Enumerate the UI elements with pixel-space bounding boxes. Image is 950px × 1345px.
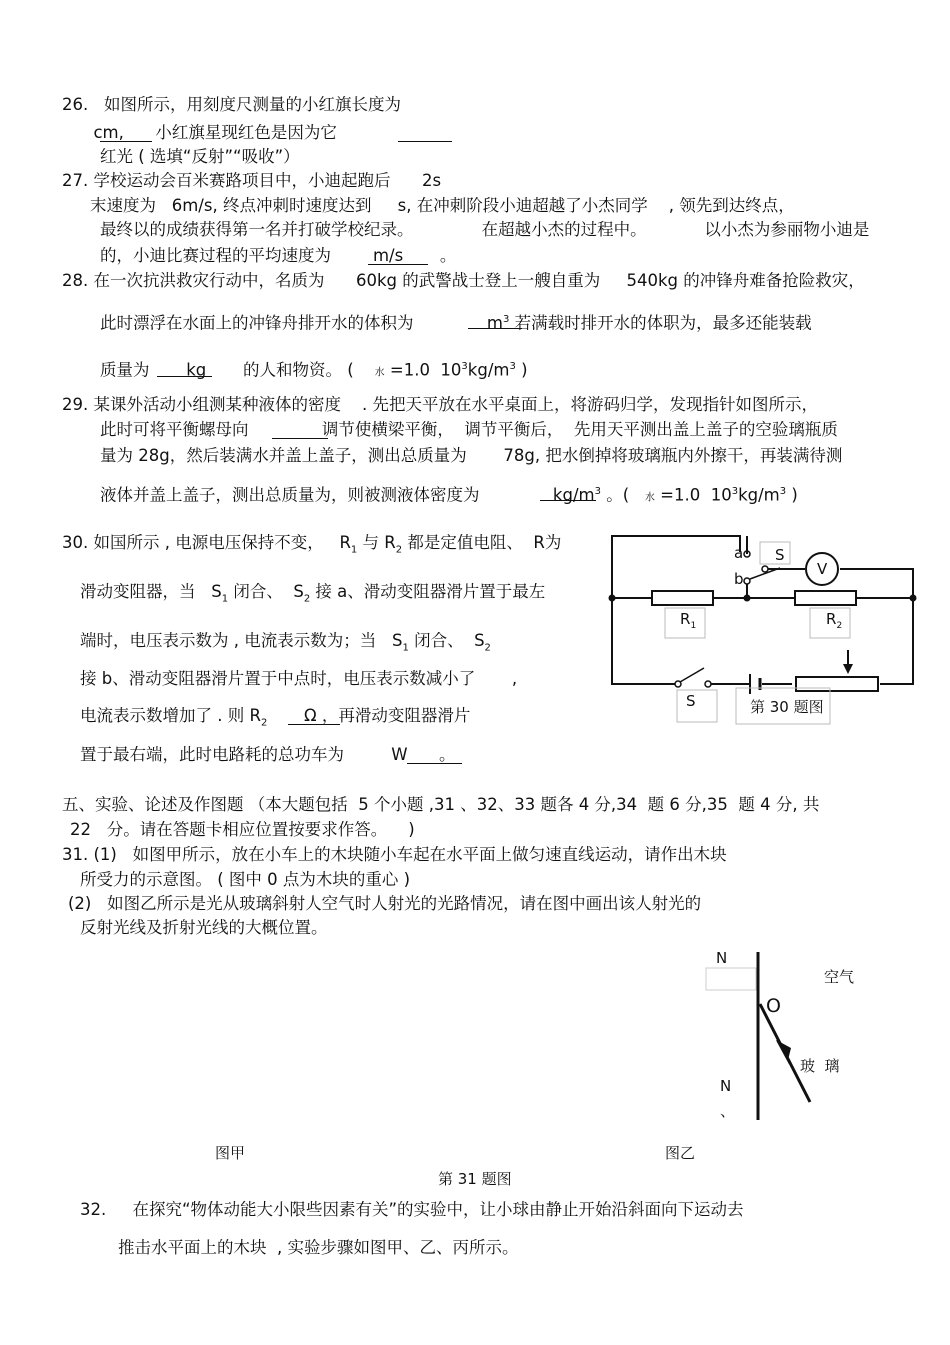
q30-blank1 — [288, 724, 340, 725]
q30-l2c: 2 — [303, 593, 311, 605]
q30-l5: 电流表示数增加了 . 则 R — [80, 706, 261, 725]
q30-line6: 置于最右端，此时电路耗的总功车为 W 。 — [80, 745, 456, 764]
fig-b-caption: 图乙 — [665, 1144, 696, 1162]
q29-line4 — [100, 482, 798, 509]
q28-blank2 — [157, 376, 212, 377]
q28-line3-text: 质量为 kg 的人和物资。 ( — [100, 360, 375, 380]
q30-l1c: 2 — [395, 544, 403, 556]
q30-line2 — [80, 582, 545, 609]
q30-l1d: 都是定值电阻、 R为 — [402, 533, 562, 552]
q28-line1: 28. 在一次抗洪救灾行动中，名质为 60kg 的武警战士登上一艘自重为 540kg 的冲锋舟难备抢险救灾， — [62, 271, 865, 290]
q28-unit-exp: 3 — [509, 361, 516, 372]
q30-l3c: 2 — [484, 642, 491, 654]
q28-line2-text: 此时漂浮在水面上的冲锋舟排开水的体积为 m — [100, 313, 504, 333]
q29-unit: kg/m — [738, 485, 780, 505]
q28-density: =1.0 10 — [384, 360, 462, 380]
q26-line3: 红光 ( 选填“反射”“吸收”） — [100, 147, 300, 166]
q26-line1: 26. 如图所示，用刻度尺测量的小红旗长度为 — [62, 95, 401, 114]
q29-line4b: 。( — [600, 485, 645, 505]
q28-water-sub: 水 — [374, 367, 385, 379]
q26-line2: cm, 小红旗星现红色是因为它 — [62, 123, 337, 142]
q30-l2d: 接 a、滑动变阻器滑片置于最左 — [310, 582, 546, 601]
q29-line2: 此时可将平衡螺母向 调节使横梁平衡， 调节平衡后， 先用天平测出盖上盖子的空验璃瓶质 — [100, 420, 838, 439]
r2-letter: R — [826, 610, 837, 628]
q31-line3: (2) 如图乙所示是光从玻璃斜射人空气时人射光的光路情况，请在图中画出该人射光的 — [68, 894, 702, 913]
q28-close: ) — [515, 360, 528, 380]
q30-l5s: 2 — [260, 717, 268, 729]
q29-close: ) — [786, 485, 798, 505]
q32-line2: 推击水平面上的木块 , 实验步骤如图甲、乙、丙所示。 — [118, 1238, 519, 1257]
q30-l3: 端时，电压表示数为 , 电流表示数为；当 S — [80, 631, 403, 650]
q28-line2 — [100, 310, 812, 334]
fig30-caption: 第 30 题图 — [750, 698, 824, 716]
q27-line1: 27. 学校运动会百米赛路项目中，小迪起跑后 2s — [62, 171, 442, 190]
q30-line3 — [80, 631, 491, 658]
q30-blank2 — [407, 763, 462, 764]
q26-blank1 — [100, 141, 152, 142]
q31-line2: 所受力的示意图。 ( 图中 0 点为木块的重心 ) — [80, 870, 411, 889]
q27-blank — [368, 264, 428, 265]
r2-label — [826, 610, 842, 631]
q29-line3: 量为 28g，然后装满水并盖上盖子，测出总质量为 78g, 把水倒掉将玻璃瓶内外擦干，再装满待测 — [100, 446, 843, 465]
q31-line1: 31. (1) 如图甲所示，放在小车上的木块随小车起在水平面上做匀速直线运动，请作出木块 — [62, 845, 727, 864]
q30-l1s: 1 — [350, 544, 358, 556]
terminal-a-label: a — [734, 544, 744, 562]
q30-l5b: Ω ，再滑动变阻器滑片 — [267, 706, 471, 725]
q28-cube1: 3 — [503, 314, 510, 325]
q28-line3 — [100, 357, 528, 384]
q30-l2b: 闭合、 S — [228, 582, 304, 601]
q27-line2: 末速度为 6m/s, 终点冲刺时速度达到 s, 在冲刺阶段小迪超越了小杰同学 , 领先到达终点， — [90, 196, 795, 215]
r2-sub: 2 — [836, 621, 843, 631]
point-o-label: O — [766, 995, 781, 1017]
voltmeter-label: V — [817, 560, 828, 578]
q28-unit: kg/m — [467, 360, 510, 380]
q29-exp: 3 — [731, 486, 739, 497]
q30-l2: 滑动变阻器，当 S — [80, 582, 222, 601]
r1-letter: R — [680, 610, 691, 628]
q30-l3b: 闭合、 S — [408, 631, 485, 650]
q29-line1: 29. 某课外活动小组测某种液体的密度 . 先把天平放在水平桌面上，将游码归学，发现指针如图所示， — [62, 395, 818, 414]
q30-line1 — [62, 533, 561, 560]
rheostat — [796, 677, 878, 691]
q30-line5 — [80, 706, 470, 733]
q29-unit-exp: 3 — [779, 486, 787, 497]
q28-blank1 — [468, 328, 522, 329]
q30-line4: 接 b、滑动变阻器滑片置于中点时，电压表示数减小了 , — [80, 669, 518, 688]
q28-line2b: 若满载时排开水的体职为，最多还能装载 — [509, 313, 812, 333]
q29-blank2 — [540, 500, 596, 501]
q29-cube: 3 — [594, 486, 601, 497]
terminal-b-label: b — [734, 570, 744, 588]
section5-line2: 22 分。请在答题卡相应位置按要求作答。 ) — [70, 820, 415, 839]
q28-exp: 3 — [461, 361, 468, 372]
q30-l1b: 与 R — [357, 533, 396, 552]
q30-l3s: 1 — [402, 642, 409, 654]
q30-l2s: 1 — [221, 593, 229, 605]
normal-n-label: N — [716, 949, 728, 967]
switch-s2-label: S — [775, 546, 785, 564]
switch-s1-label: S — [686, 692, 696, 710]
q26-blank2 — [398, 141, 452, 142]
q27-line3: 最终以的成绩获得第一名并打破学校纪录。 在超越小杰的过程中。 以小杰为参丽物小迪是 — [100, 220, 870, 239]
q29-water-sub: 水 — [644, 492, 655, 504]
fig31-caption: 第 31 题图 — [438, 1170, 512, 1188]
q29-line4-text: 液体并盖上盖子，测出总质量为，则被测液体密度为 kg/m — [100, 485, 595, 505]
fig-a-caption: 图甲 — [215, 1144, 246, 1162]
q29-blank1 — [272, 438, 328, 439]
q29-density: =1.0 10 — [654, 485, 732, 505]
r1-resistor — [652, 591, 713, 605]
section5-line1: 五、实验、论述及作图题 （本大题包括 5 个小题 ,31 、32、33 题各 4 分,34 题 6 分,35 题 4 分, 共 — [62, 795, 820, 814]
r1-label — [680, 610, 696, 631]
q32-line1: 32. 在探究“物体动能大小限些因素有关”的实验中，让小球由静止开始沿斜面向下运动去 — [80, 1200, 744, 1219]
normal-n2-mark: 、 — [720, 1102, 736, 1120]
r1-sub: 1 — [690, 621, 697, 631]
glass-label: 玻 璃 — [800, 1057, 840, 1075]
air-label: 空气 — [824, 968, 855, 986]
r2-resistor — [795, 591, 856, 605]
q31-line4: 反射光线及折射光线的大概位置。 — [80, 918, 328, 937]
q27-line4: 的，小迪比赛过程的平均速度为 m/s 。 — [100, 246, 457, 265]
normal-n2-label: N — [720, 1077, 732, 1095]
q30-l1: 30. 如国所示 , 电源电压保持不变， R — [62, 533, 351, 552]
